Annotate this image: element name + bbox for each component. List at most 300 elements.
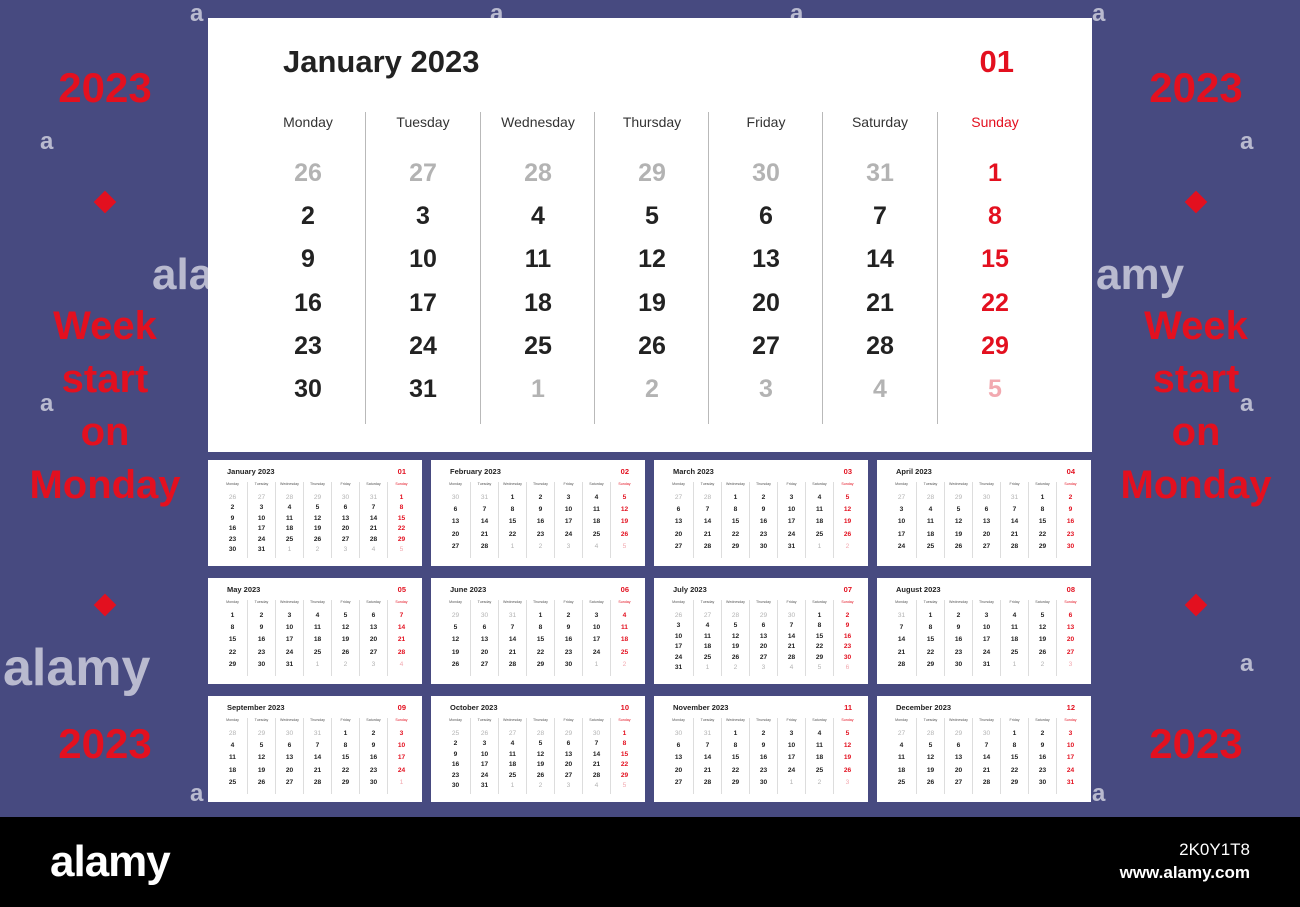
day-cell: 7 [873,202,887,230]
day-cell: 31 [409,375,437,403]
mini-weekday-header: Saturday [589,600,604,604]
mini-day-cell: 24 [674,653,683,661]
mini-day-cell: 28 [592,771,601,779]
mini-day-cell: 19 [536,761,545,769]
site-url: www.alamy.com [1119,863,1250,882]
mini-day-cell: 10 [257,514,266,522]
mini-month-calendar [877,696,1091,802]
mini-day-cell: 29 [1010,778,1019,786]
mini-day-cell: 20 [674,766,683,774]
mini-day-cell: 22 [731,766,740,774]
mini-day-column [275,718,303,794]
mini-day-cell: 22 [731,530,740,538]
weekday-header: Saturday [851,114,909,130]
main-month-title: January 2023 [283,44,480,79]
side-year: 2023 [58,64,152,111]
mini-day-cell: 4 [315,612,320,619]
mini-day-cell: 26 [313,535,322,543]
mini-day-cell: 20 [480,648,489,656]
mini-day-cell: 21 [703,766,712,774]
mini-day-cell: 19 [257,766,266,774]
weekday-header: Sunday [971,114,1019,130]
mini-month-number: 12 [1066,703,1075,712]
mini-day-cell: 25 [508,771,517,779]
mini-day-cell: 25 [592,530,601,538]
mini-day-cell: 15 [731,754,740,762]
mini-day-column [303,718,331,794]
mini-day-column [721,718,749,794]
day-cell: 5 [988,375,1002,403]
mini-day-cell: 30 [341,494,350,501]
mini-day-cell: 23 [759,530,768,538]
mini-day-cell: 15 [1038,518,1047,526]
mini-day-cell: 5 [622,542,627,550]
mini-day-cell: 6 [343,504,348,512]
mini-month-calendar [431,460,645,566]
mini-day-cell: 13 [954,754,963,762]
mini-day-column [1056,718,1084,794]
mini-day-cell: 12 [843,506,852,514]
mini-day-cell: 11 [898,754,905,762]
mini-day-cell: 14 [508,636,517,644]
mini-day-cell: 20 [674,530,683,538]
mini-day-cell: 28 [897,660,906,668]
mini-day-cell: 16 [954,636,963,644]
mini-day-cell: 16 [451,761,460,769]
mini-day-column [331,600,359,676]
mini-day-cell: 10 [397,742,406,750]
mini-day-cell: 10 [480,750,489,758]
mini-day-cell: 28 [703,778,712,786]
mini-day-column [665,600,692,676]
mini-day-column [331,482,359,558]
mini-day-cell: 3 [399,730,404,737]
mini-day-column [972,718,1000,794]
mini-day-column [1028,600,1056,676]
mini-day-cell: 12 [926,754,935,762]
mini-day-cell: 5 [845,494,850,501]
mini-day-cell: 1 [1040,494,1045,501]
mini-day-cell: 9 [761,742,766,750]
mini-day-cell: 15 [815,632,824,640]
mini-day-column [610,482,638,558]
mini-day-cell: 3 [845,778,850,786]
mini-day-cell: 3 [1068,660,1073,668]
day-cell: 3 [416,202,430,230]
mini-day-cell: 1 [622,730,627,737]
mini-day-cell: 17 [285,636,294,644]
mini-day-cell: 21 [1010,530,1019,538]
mini-day-cell: 22 [815,643,824,651]
diamond-icon [94,191,117,214]
mini-day-cell: 30 [257,660,266,668]
mini-weekday-header: Friday [1009,482,1020,486]
mini-day-column [275,482,303,558]
mini-weekday-header: Monday [226,718,239,722]
mini-day-cell: 3 [259,504,264,512]
mini-day-cell: 23 [843,643,852,651]
mini-day-cell: 20 [564,761,573,769]
mini-day-cell: 3 [343,546,348,553]
mini-day-cell: 2 [761,494,766,501]
mini-day-cell: 29 [313,494,322,501]
mini-day-column [916,600,944,676]
mini-day-cell: 13 [759,632,768,640]
mini-day-cell: 20 [341,525,350,533]
mini-day-cell: 13 [1066,624,1075,632]
mini-day-cell: 24 [787,530,796,538]
mini-weekday-header: Thursday [533,600,548,604]
mini-day-cell: 8 [343,742,348,750]
mini-day-cell: 1 [343,730,348,737]
mini-weekday-header: Monday [449,718,462,722]
mini-day-cell: 14 [787,632,796,640]
mini-day-cell: 6 [676,742,681,750]
day-cell: 31 [866,159,894,187]
mini-month-calendar [654,696,868,802]
mini-weekday-header: Wednesday [280,482,299,486]
mini-month-title: December 2023 [896,703,952,712]
mini-day-cell: 26 [954,542,963,550]
watermark-glyph: a [1240,128,1254,155]
mini-day-cell: 23 [228,535,237,543]
mini-day-cell: 25 [815,530,824,538]
mini-day-column [247,718,275,794]
mini-weekday-header: Wednesday [949,718,968,722]
day-cell: 21 [866,289,894,317]
mini-month-title: March 2023 [673,467,714,476]
mini-weekday-header: Saturday [812,718,827,722]
mini-day-cell: 20 [982,530,991,538]
mini-day-cell: 13 [285,754,294,762]
mini-day-cell: 7 [1012,506,1017,514]
day-cell: 9 [301,245,315,273]
day-column-friday [708,112,823,424]
mini-day-cell: 25 [620,648,629,656]
mini-weekday-header: Friday [563,482,574,486]
mini-day-cell: 9 [956,624,961,632]
mini-weekday-header: Sunday [841,718,854,722]
mini-day-cell: 2 [956,612,961,619]
day-cell: 12 [638,245,666,273]
mini-day-cell: 7 [984,742,989,750]
mini-day-cell: 3 [789,730,794,737]
mini-day-cell: 27 [674,494,683,501]
day-cell: 2 [301,202,315,230]
mini-day-cell: 11 [816,742,823,750]
mini-day-cell: 26 [451,660,460,668]
day-cell: 23 [294,332,322,360]
mini-day-cell: 1 [594,660,599,668]
side-year: 2023 [58,720,152,767]
mini-day-cell: 26 [536,771,545,779]
mini-day-cell: 1 [315,660,320,668]
mini-day-column [944,482,972,558]
mini-month-title: July 2023 [673,585,707,594]
mini-day-cell: 21 [508,648,517,656]
mini-day-cell: 8 [817,622,822,630]
mini-day-cell: 21 [703,530,712,538]
mini-day-cell: 2 [1040,730,1045,737]
mini-day-cell: 10 [1066,742,1075,750]
mini-day-cell: 28 [926,730,935,737]
mini-day-cell: 30 [564,660,573,668]
mini-day-column [1000,482,1028,558]
watermark-glyph: a [790,0,804,27]
mini-month-number: 07 [843,585,852,594]
mini-day-cell: 3 [899,506,904,514]
day-cell: 26 [638,332,666,360]
mini-day-cell: 15 [341,754,350,762]
mini-day-cell: 15 [228,636,237,644]
mini-day-cell: 2 [538,494,543,501]
mini-month-title: September 2023 [227,703,285,712]
mini-day-cell: 31 [313,730,322,737]
mini-day-cell: 4 [371,546,376,553]
mini-weekday-header: Tuesday [923,600,938,604]
side-year: 2023 [1149,64,1243,111]
mini-day-cell: 15 [536,636,545,644]
mini-day-cell: 19 [620,518,629,526]
mini-month-number: 10 [620,703,629,712]
day-cell: 29 [981,332,1009,360]
mini-day-cell: 25 [1010,648,1019,656]
mini-day-cell: 13 [341,514,350,522]
mini-weekday-header: Wednesday [503,718,522,722]
mini-day-cell: 6 [984,506,989,514]
mini-day-cell: 5 [622,782,627,789]
mini-day-cell: 28 [982,778,991,786]
mini-day-column [1000,718,1028,794]
mini-weekday-header: Saturday [1035,718,1050,722]
mini-day-cell: 1 [287,546,292,553]
mini-day-cell: 30 [674,730,683,737]
mini-day-cell: 18 [703,643,712,651]
mini-day-cell: 17 [787,754,796,762]
mini-day-cell: 1 [510,782,515,789]
mini-day-cell: 27 [1066,648,1075,656]
mini-day-cell: 5 [1040,612,1045,619]
mini-day-cell: 27 [759,653,768,661]
mini-day-cell: 8 [928,624,933,632]
mini-day-cell: 13 [564,750,573,758]
mini-day-cell: 19 [341,636,350,644]
mini-day-cell: 25 [815,766,824,774]
mini-day-column [470,600,498,676]
mini-day-cell: 7 [315,742,320,750]
mini-day-cell: 24 [564,530,573,538]
mini-day-cell: 5 [399,546,404,553]
mini-day-column [721,482,749,558]
mini-day-cell: 2 [1040,660,1045,668]
mini-day-cell: 30 [451,494,460,501]
mini-day-cell: 23 [451,771,460,779]
mini-day-cell: 2 [622,660,627,668]
mini-day-cell: 2 [230,504,235,512]
mini-weekday-header: Monday [672,600,685,604]
mini-month-title: May 2023 [227,585,261,594]
mini-day-cell: 11 [704,632,711,640]
mini-day-column [303,600,331,676]
mini-month-title: April 2023 [896,467,932,476]
day-cell: 20 [752,289,780,317]
mini-day-cell: 25 [703,653,712,661]
mini-day-cell: 7 [789,622,794,630]
mini-weekday-header: Monday [449,482,462,486]
mini-day-cell: 8 [622,740,627,748]
mini-day-cell: 1 [705,664,710,671]
mini-month-title: February 2023 [450,467,501,476]
mini-day-cell: 22 [508,530,517,538]
mini-day-column [749,718,777,794]
mini-day-cell: 10 [982,624,991,632]
mini-day-cell: 29 [926,660,935,668]
mini-day-cell: 16 [228,525,237,533]
mini-day-cell: 21 [313,766,322,774]
mini-month-number: 11 [844,703,852,712]
mini-day-cell: 27 [954,778,963,786]
mini-weekday-header: Saturday [366,482,381,486]
mini-weekday-header: Monday [895,600,908,604]
mini-day-cell: 26 [341,648,350,656]
mini-day-column [944,718,972,794]
mini-day-column [972,482,1000,558]
mini-day-column [247,600,275,676]
mini-day-cell: 17 [674,643,683,651]
mini-day-cell: 13 [674,518,683,526]
mini-day-cell: 28 [536,730,545,737]
mini-day-cell: 14 [480,518,489,526]
mini-weekday-header: Saturday [589,482,604,486]
mini-day-cell: 21 [897,648,906,656]
mini-day-cell: 14 [897,636,906,644]
mini-weekday-header: Thursday [533,482,548,486]
mini-day-cell: 6 [371,612,376,619]
mini-day-cell: 14 [1010,518,1019,526]
mini-day-cell: 24 [480,771,489,779]
mini-day-cell: 2 [733,664,738,671]
watermark-glyph: a [1092,0,1106,27]
mini-day-cell: 27 [897,494,906,501]
mini-day-cell: 27 [508,730,517,737]
mini-day-cell: 4 [510,740,515,748]
mini-day-cell: 29 [341,778,350,786]
day-cell: 8 [988,202,1002,230]
mini-day-cell: 8 [1012,742,1017,750]
mini-weekday-header: Friday [1009,600,1020,604]
mini-day-column [554,482,582,558]
mini-weekday-header: Wednesday [726,482,745,486]
mini-day-cell: 18 [815,754,824,762]
image-id: 2K0Y1T8 [1179,840,1250,859]
mini-weekday-header: Thursday [756,600,771,604]
mini-weekday-header: Wednesday [949,482,968,486]
mini-day-cell: 18 [508,761,517,769]
mini-day-cell: 18 [620,636,629,644]
mini-weekday-header: Sunday [395,718,408,722]
mini-day-cell: 17 [592,636,601,644]
mini-day-cell: 9 [371,742,376,750]
mini-day-cell: 28 [369,535,378,543]
mini-day-cell: 4 [928,506,933,514]
mini-day-cell: 16 [759,754,768,762]
mini-day-cell: 1 [510,542,515,550]
mini-weekday-header: Saturday [1035,482,1050,486]
mini-weekday-header: Wednesday [949,600,968,604]
mini-day-cell: 29 [451,612,460,619]
mini-day-cell: 26 [843,530,852,538]
day-cell: 29 [638,159,666,187]
mini-day-cell: 4 [1012,612,1017,619]
mini-day-column [526,718,554,794]
mini-day-column [387,600,415,676]
mini-weekday-header: Sunday [1064,482,1077,486]
mini-weekday-header: Thursday [310,718,325,722]
mini-day-cell: 12 [731,632,740,640]
mini-day-cell: 9 [761,506,766,514]
mini-day-column [442,600,469,676]
mini-day-cell: 6 [566,740,571,748]
footer-bar [0,817,1300,907]
mini-day-cell: 26 [257,778,266,786]
mini-day-cell: 30 [982,494,991,501]
mini-day-cell: 4 [705,622,710,630]
mini-day-column [582,718,610,794]
day-cell: 27 [752,332,780,360]
mini-day-cell: 15 [620,750,629,758]
mini-day-cell: 14 [397,624,406,632]
mini-day-cell: 15 [508,518,517,526]
mini-day-cell: 26 [1038,648,1047,656]
side-week-text: Week start on Monday [29,304,181,507]
mini-weekday-header: Saturday [812,600,827,604]
mini-day-cell: 30 [787,612,796,619]
mini-day-cell: 19 [451,648,460,656]
mini-day-cell: 24 [1066,766,1075,774]
mini-day-cell: 17 [480,761,489,769]
mini-weekday-header: Sunday [395,482,408,486]
mini-day-cell: 14 [982,754,991,762]
mini-day-cell: 20 [369,636,378,644]
mini-day-cell: 28 [703,542,712,550]
mini-day-cell: 30 [592,730,601,737]
mini-day-cell: 11 [1011,624,1018,632]
diamond-icon [1185,191,1208,214]
mini-day-cell: 9 [1068,506,1073,514]
mini-day-cell: 5 [733,622,738,630]
mini-day-column [359,600,387,676]
mini-day-cell: 7 [899,624,904,632]
mini-day-cell: 26 [731,653,740,661]
mini-day-column [610,600,638,676]
mini-day-column [303,482,331,558]
mini-day-cell: 5 [453,624,458,632]
mini-weekday-header: Tuesday [477,482,492,486]
mini-day-column [359,482,387,558]
mini-day-cell: 7 [705,506,710,514]
day-column-wednesday [480,112,595,424]
mini-day-cell: 26 [480,730,489,737]
mini-day-cell: 27 [703,612,712,619]
mini-day-cell: 7 [705,742,710,750]
day-cell: 19 [638,289,666,317]
mini-day-cell: 20 [759,643,768,651]
mini-day-column [1028,482,1056,558]
mini-day-column [498,482,526,558]
mini-day-cell: 28 [285,494,294,501]
diamond-icon [94,594,117,617]
mini-day-cell: 4 [789,664,794,671]
